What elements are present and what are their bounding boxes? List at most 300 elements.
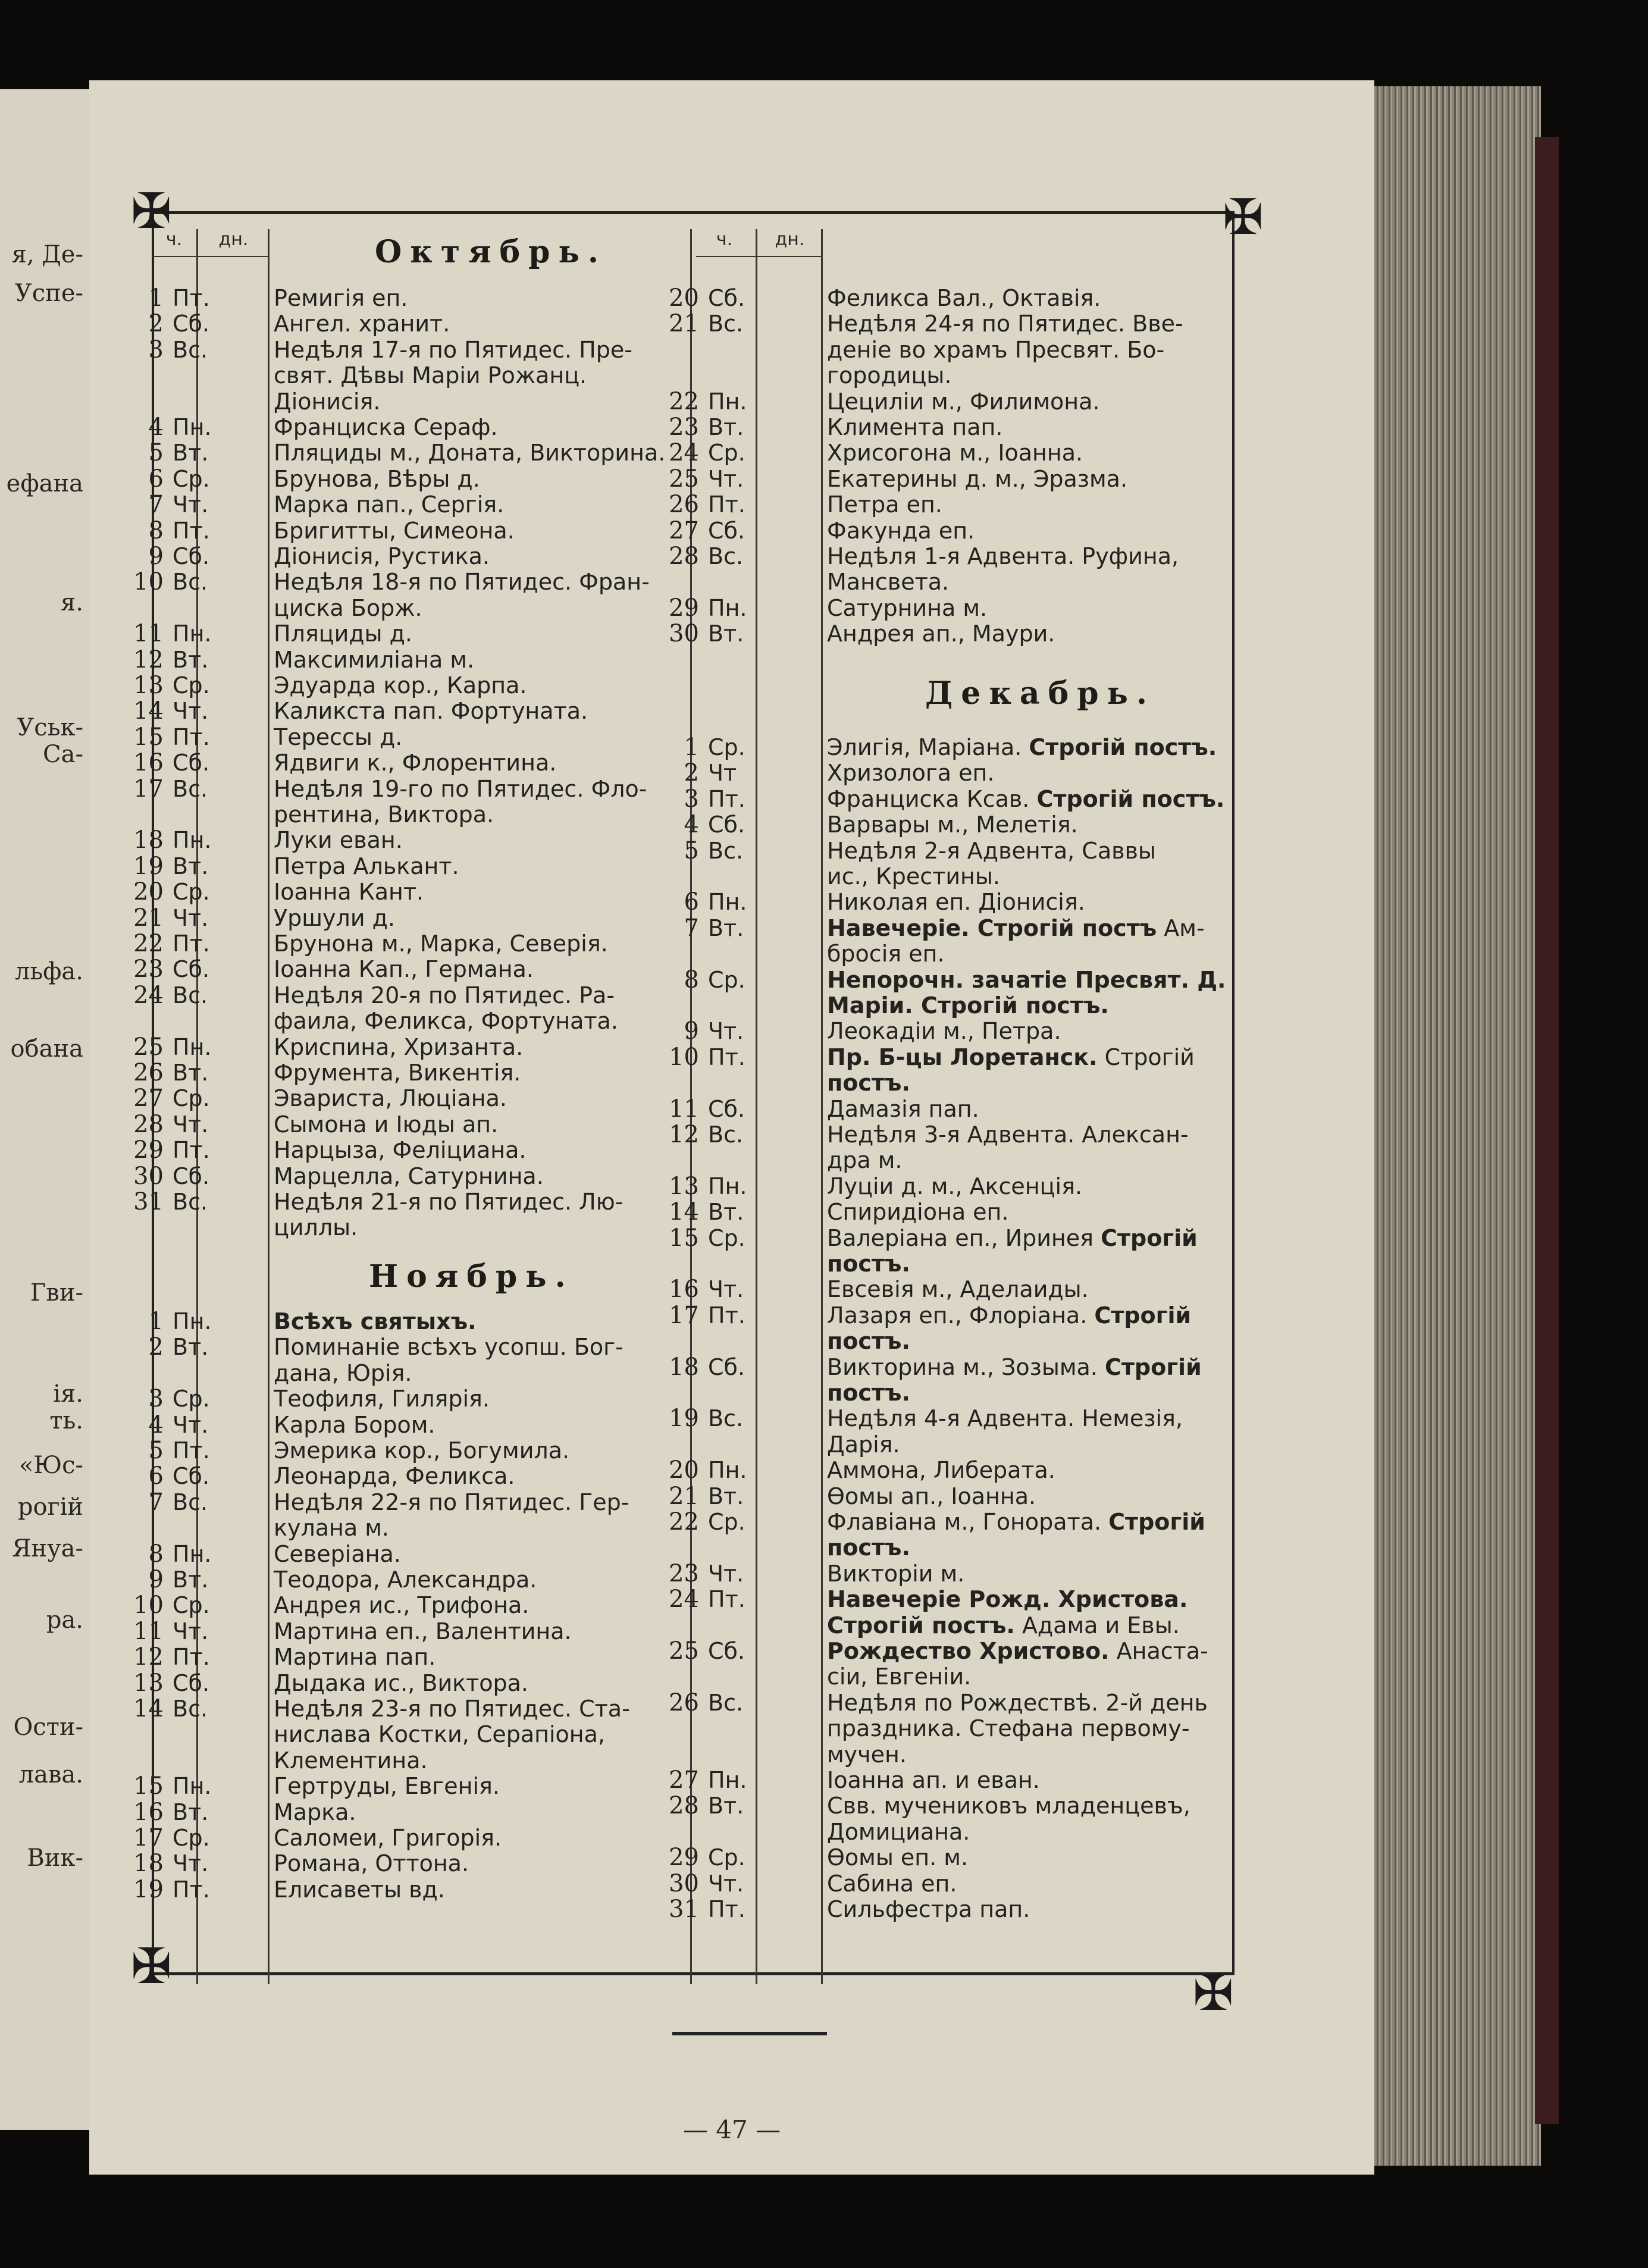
weekday: Пн. bbox=[708, 1173, 747, 1199]
saint-text-plain: Домициана. bbox=[827, 1818, 970, 1845]
day-number: 20 bbox=[133, 878, 164, 906]
saint-text bbox=[274, 1593, 529, 1618]
day-number: 19 bbox=[133, 1875, 164, 1903]
saint-text-plain: Дамазія пап. bbox=[827, 1095, 979, 1122]
weekday: Вт. bbox=[708, 414, 744, 440]
saint-text-plain: Свв. мучениковъ младенцевъ, bbox=[827, 1793, 1190, 1819]
saint-text bbox=[827, 1793, 1190, 1818]
saint-text bbox=[827, 569, 949, 594]
weekday: Вт. bbox=[173, 1334, 209, 1361]
day-number: 6 bbox=[148, 1462, 164, 1490]
saint-text bbox=[274, 776, 647, 801]
day-number: 16 bbox=[133, 749, 164, 777]
weekday: Вс. bbox=[173, 775, 208, 802]
saint-text bbox=[827, 735, 1217, 760]
day-number: 22 bbox=[669, 1508, 699, 1536]
saint-text bbox=[274, 311, 450, 336]
weekday: Пн. bbox=[173, 414, 212, 440]
facing-page-text: Януа- bbox=[12, 1535, 83, 1562]
saint-text bbox=[274, 1112, 498, 1137]
day-number: 10 bbox=[133, 568, 164, 596]
weekday: Чт. bbox=[173, 1618, 209, 1644]
weekday: Чт. bbox=[173, 904, 209, 931]
saint-text bbox=[827, 1690, 1208, 1715]
day-number: 3 bbox=[148, 336, 164, 364]
day-number: 1 bbox=[684, 734, 699, 761]
weekday: Пн. bbox=[708, 594, 747, 621]
facing-page-text: ія. bbox=[53, 1380, 83, 1408]
saint-text-plain: Луки еван. bbox=[274, 827, 403, 854]
day-number: 1 bbox=[148, 284, 164, 312]
saint-text bbox=[827, 1819, 970, 1844]
saint-text bbox=[827, 466, 1127, 491]
saint-text bbox=[827, 1432, 900, 1457]
saint-text bbox=[274, 931, 608, 956]
day-number: 13 bbox=[133, 672, 164, 699]
saint-text-plain: праздника. Стефана первому- bbox=[827, 1715, 1190, 1742]
saint-text bbox=[827, 1742, 907, 1767]
saint-text bbox=[274, 802, 494, 827]
day-number: 7 bbox=[148, 1488, 164, 1516]
saint-text-plain: Теодора, Александра. bbox=[274, 1567, 537, 1593]
day-number: 23 bbox=[669, 413, 699, 441]
book-cover-edge bbox=[1535, 137, 1559, 2124]
saint-text-plain: бросія еп. bbox=[827, 941, 945, 967]
saint-text-plain: Франциска Сераф. bbox=[274, 414, 498, 440]
facing-page-text: ра. bbox=[46, 1606, 83, 1634]
weekday: Сб. bbox=[708, 1095, 745, 1122]
weekday: Ср. bbox=[708, 966, 745, 993]
saint-text bbox=[827, 1845, 968, 1870]
saint-text-plain: дра м. bbox=[827, 1147, 903, 1174]
saint-text bbox=[827, 812, 1078, 837]
saint-text bbox=[827, 1303, 1191, 1328]
saint-text-plain: Климента пап. bbox=[827, 414, 1003, 440]
corner-ornament-icon: ✠ bbox=[1223, 189, 1264, 246]
fast-note: постъ. bbox=[827, 1251, 910, 1277]
fast-note: Строгій bbox=[1101, 1224, 1198, 1251]
saint-text bbox=[827, 518, 975, 543]
saint-text-plain: Теофиля, Гилярія. bbox=[274, 1386, 490, 1412]
fast-note: Строгій bbox=[1104, 1354, 1202, 1380]
saint-text-plain: кулана м. bbox=[274, 1515, 389, 1542]
saint-text-plain: Варвары м., Мелетія. bbox=[827, 812, 1078, 838]
saint-text bbox=[274, 1644, 436, 1669]
saint-text bbox=[274, 1619, 572, 1644]
weekday: Пт. bbox=[173, 1137, 210, 1164]
facing-page-text: Уськ- bbox=[17, 714, 83, 741]
day-number: 20 bbox=[669, 1456, 699, 1484]
weekday: Чт. bbox=[708, 1018, 744, 1045]
day-number: 30 bbox=[669, 1869, 699, 1897]
day-number: 2 bbox=[684, 759, 699, 787]
weekday: Вт. bbox=[708, 1793, 744, 1819]
saint-text-plain: Дарія. bbox=[827, 1431, 900, 1458]
book-page-edges bbox=[1362, 86, 1541, 2166]
saint-text bbox=[274, 415, 498, 440]
weekday: Вс. bbox=[708, 543, 744, 569]
saint-text bbox=[827, 1226, 1198, 1251]
day-number: 18 bbox=[669, 1353, 699, 1381]
saint-text bbox=[827, 1897, 1030, 1922]
saint-text-plain: Ремигія еп. bbox=[274, 285, 408, 311]
saint-text-plain: Лазаря еп., Флоріана. bbox=[827, 1302, 1095, 1329]
day-number: 12 bbox=[133, 646, 164, 673]
facing-page-edge bbox=[0, 89, 96, 2130]
weekday: Сб. bbox=[173, 750, 210, 776]
day-number: 4 bbox=[684, 811, 699, 839]
day-number: 14 bbox=[669, 1198, 699, 1226]
weekday: Пн. bbox=[708, 1767, 747, 1793]
bottom-rule bbox=[672, 2032, 827, 2035]
saint-text bbox=[827, 760, 994, 785]
saint-text bbox=[827, 1380, 910, 1405]
day-number: 29 bbox=[133, 1136, 164, 1164]
saint-text-plain: Аммона, Либерата. bbox=[827, 1457, 1055, 1484]
saint-text-plain: Уршули д. bbox=[274, 904, 395, 931]
weekday: Сб. bbox=[708, 285, 745, 311]
saint-text-plain: Іоанна Кап., Германа. bbox=[274, 956, 534, 983]
saint-text-plain: Ядвиги к., Флорентина. bbox=[274, 750, 557, 776]
saint-text bbox=[274, 1542, 401, 1567]
saint-text-plain: Петра еп. bbox=[827, 491, 942, 518]
saint-text bbox=[274, 1035, 523, 1060]
fast-note: Пр. Б-цы Лоретанск. bbox=[827, 1044, 1098, 1070]
saint-text-plain: Недѣля 24-я по Пятидес. Вве- bbox=[827, 311, 1183, 337]
saint-text bbox=[827, 1019, 1061, 1044]
saint-text bbox=[827, 1613, 1180, 1638]
saint-text bbox=[274, 1567, 537, 1592]
saint-text-plain: Бригитты, Симеона. bbox=[274, 517, 515, 544]
weekday: Вс. bbox=[173, 1489, 208, 1515]
saint-text bbox=[274, 363, 587, 388]
saint-text bbox=[827, 1561, 964, 1586]
saint-text bbox=[827, 967, 1226, 992]
saint-text-plain: Недѣля 23-я по Пятидес. Ста- bbox=[274, 1696, 630, 1722]
saint-text bbox=[274, 983, 615, 1008]
fast-note: Строгій bbox=[1108, 1509, 1205, 1535]
saint-text-plain: Марка пап., Сергія. bbox=[274, 491, 505, 518]
day-number: 15 bbox=[133, 723, 164, 751]
day-number: 4 bbox=[148, 1411, 164, 1439]
column-rule bbox=[268, 229, 270, 1984]
saint-text bbox=[274, 957, 534, 982]
saint-text bbox=[274, 1851, 469, 1876]
saint-text-plain: Адама и Евы. bbox=[1014, 1612, 1180, 1639]
facing-page-text: Гви- bbox=[30, 1279, 83, 1307]
weekday: Сб. bbox=[173, 311, 210, 337]
weekday: Пт. bbox=[708, 1586, 745, 1613]
saint-text bbox=[827, 596, 987, 621]
saint-text bbox=[827, 1045, 1195, 1070]
saint-text-plain: Хризолога еп. bbox=[827, 760, 995, 787]
day-number: 26 bbox=[669, 491, 699, 519]
saint-text-plain: фаила, Феликса, Фортуната. bbox=[274, 1008, 618, 1035]
facing-page-text: льфа. bbox=[14, 958, 83, 985]
weekday: Чт. bbox=[708, 465, 744, 492]
weekday: Вс. bbox=[708, 311, 744, 337]
day-number: 24 bbox=[669, 1586, 699, 1614]
day-number: 14 bbox=[133, 697, 164, 725]
weekday: Чт. bbox=[173, 698, 209, 725]
saint-text bbox=[827, 1587, 1188, 1612]
saint-text-plain: циллы. bbox=[274, 1214, 358, 1241]
day-number: 3 bbox=[148, 1385, 164, 1413]
fast-note: Маріи. Строгій постъ. bbox=[827, 992, 1109, 1019]
saint-text bbox=[274, 750, 556, 775]
day-number: 6 bbox=[684, 888, 699, 916]
saint-text bbox=[827, 993, 1109, 1018]
saint-text bbox=[827, 889, 1085, 914]
saint-text-plain: Сымона и Іюды ап. bbox=[274, 1111, 499, 1138]
saint-text bbox=[274, 1189, 623, 1214]
day-number: 25 bbox=[133, 1033, 164, 1061]
saint-text bbox=[274, 906, 395, 931]
saint-text-plain: Всѣхъ святыхъ. bbox=[274, 1308, 477, 1335]
saint-text bbox=[827, 1871, 957, 1896]
saint-text bbox=[827, 389, 1100, 414]
day-number: 14 bbox=[133, 1695, 164, 1722]
saint-text bbox=[827, 1251, 910, 1276]
weekday: Ср. bbox=[708, 734, 745, 760]
weekday: Ср. bbox=[173, 465, 210, 492]
weekday: Пт. bbox=[173, 1876, 210, 1903]
fast-note: Строгій постъ. bbox=[1029, 734, 1217, 760]
saint-text bbox=[827, 1716, 1190, 1741]
saint-text-plain: Леонарда, Феликса. bbox=[274, 1463, 515, 1490]
saint-text bbox=[827, 1535, 910, 1560]
saint-text-plain: Нарцыза, Феліциана. bbox=[274, 1137, 527, 1164]
corner-ornament-icon: ✠ bbox=[1193, 1965, 1234, 2022]
saint-text-plain: Недѣля 20-я по Пятидес. Ра- bbox=[274, 982, 615, 1008]
saint-text bbox=[827, 1199, 1008, 1224]
saint-text bbox=[274, 725, 402, 750]
saint-text-plain: Сатурнина м. bbox=[827, 594, 988, 621]
header-day: дн. bbox=[218, 229, 249, 250]
day-number: 25 bbox=[669, 465, 699, 493]
saint-text-plain: Брунона м., Марка, Северія. bbox=[274, 931, 608, 957]
saint-text bbox=[274, 828, 403, 853]
month-title-december: Декабрь. bbox=[925, 675, 1156, 712]
saint-text bbox=[274, 1386, 490, 1411]
weekday: Пт. bbox=[173, 1644, 210, 1671]
weekday: Пт. bbox=[173, 1437, 210, 1464]
saint-text bbox=[827, 1639, 1208, 1664]
day-number: 27 bbox=[669, 1766, 699, 1794]
saint-text-plain: Элигія, Маріана. bbox=[827, 734, 1029, 760]
weekday: Вс. bbox=[173, 1696, 208, 1722]
saint-text-plain: Недѣля 4-я Адвента. Немезія, bbox=[827, 1405, 1183, 1432]
saint-text-plain: Сабина еп. bbox=[827, 1870, 957, 1897]
saint-text bbox=[827, 1509, 1205, 1534]
month-title-november: Ноябрь. bbox=[369, 1258, 574, 1295]
saint-text-plain: Эдуарда кор., Карпа. bbox=[274, 672, 527, 698]
saint-text bbox=[827, 311, 1183, 336]
header-rule bbox=[696, 256, 821, 257]
saint-text-plain: Валеріана еп., Иринея bbox=[827, 1224, 1101, 1251]
saint-text bbox=[274, 492, 504, 517]
weekday: Сб. bbox=[173, 1669, 210, 1696]
day-number: 29 bbox=[669, 1844, 699, 1872]
day-number: 27 bbox=[133, 1085, 164, 1113]
day-number: 8 bbox=[684, 966, 699, 994]
saint-text bbox=[827, 544, 1179, 569]
saint-text bbox=[827, 415, 1002, 440]
weekday: Ср. bbox=[173, 1825, 210, 1851]
saint-text-plain: Северіана. bbox=[274, 1540, 401, 1567]
saint-text bbox=[827, 1148, 903, 1173]
weekday: Сб. bbox=[708, 812, 745, 838]
weekday: Пт. bbox=[708, 1044, 745, 1070]
saint-text-plain: Фрументa, Викентія. bbox=[274, 1060, 521, 1086]
day-number: 13 bbox=[669, 1172, 699, 1200]
saint-text-plain: Клементина. bbox=[274, 1747, 428, 1774]
saint-text bbox=[274, 1086, 507, 1111]
saint-text-plain: Саломеи, Григорія. bbox=[274, 1825, 502, 1851]
weekday: Вс. bbox=[173, 569, 208, 596]
saint-text-plain: Анаста- bbox=[1109, 1638, 1208, 1664]
calendar-page bbox=[89, 80, 1374, 2175]
weekday: Вт. bbox=[173, 1060, 209, 1086]
weekday: Пт. bbox=[173, 723, 210, 750]
weekday: Пт. bbox=[708, 1896, 745, 1922]
saint-text-plain: Романа, Оттона. bbox=[274, 1850, 469, 1877]
day-number: 30 bbox=[133, 1162, 164, 1190]
weekday: Ср. bbox=[708, 440, 745, 466]
day-number: 5 bbox=[148, 1437, 164, 1464]
weekday: Пн. bbox=[173, 1773, 212, 1800]
day-number: 18 bbox=[133, 826, 164, 854]
page-number: — 47 — bbox=[682, 2115, 781, 2144]
saint-text bbox=[827, 864, 1000, 889]
saint-text bbox=[827, 492, 942, 517]
saint-text-plain: Феликса Вал., Октавія. bbox=[827, 285, 1101, 311]
saint-text bbox=[274, 544, 490, 569]
saint-text-plain: Ангел. хранит. bbox=[274, 311, 450, 337]
saint-text-plain: Дыдака ис., Виктора. bbox=[274, 1669, 528, 1696]
saint-text-plain: Андрея ап., Маури. bbox=[827, 621, 1055, 647]
saint-text-plain: Карла Бором. bbox=[274, 1411, 436, 1438]
day-number: 7 bbox=[684, 914, 699, 942]
day-number: 20 bbox=[669, 284, 699, 312]
weekday: Ср. bbox=[708, 1509, 745, 1535]
weekday: Вс. bbox=[173, 1189, 208, 1215]
saint-text-plain: Николая еп. Діонисія. bbox=[827, 889, 1085, 916]
saint-text-plain: Терессы д. bbox=[274, 723, 403, 750]
saint-text-plain: Петра Алькант. bbox=[274, 853, 459, 879]
saint-text-plain: рентина, Виктора. bbox=[274, 801, 494, 828]
saint-text-plain: Гертруды, Евгенія. bbox=[274, 1773, 500, 1800]
weekday: Чт. bbox=[708, 1560, 744, 1587]
saint-text-plain: мучен. bbox=[827, 1741, 907, 1768]
saint-text-plain: Андрея ис., Трифона. bbox=[274, 1592, 530, 1619]
saint-text-plain: Франциска Ксав. bbox=[827, 785, 1037, 812]
saint-text bbox=[274, 1164, 544, 1189]
saint-text bbox=[274, 596, 422, 621]
day-number: 27 bbox=[669, 516, 699, 544]
weekday: Сб. bbox=[173, 1163, 210, 1189]
saint-text bbox=[827, 1122, 1189, 1147]
day-number: 9 bbox=[684, 1017, 699, 1045]
weekday: Ср. bbox=[173, 1592, 210, 1619]
day-number: 10 bbox=[669, 1043, 699, 1071]
weekday: Вт. bbox=[173, 646, 209, 673]
day-number: 15 bbox=[669, 1224, 699, 1252]
saint-text bbox=[827, 787, 1224, 812]
day-number: 12 bbox=[133, 1643, 164, 1671]
saint-text-plain: ис., Крестины. bbox=[827, 863, 1000, 889]
day-number: 16 bbox=[133, 1798, 164, 1826]
day-number: 1 bbox=[148, 1308, 164, 1335]
weekday: Вт. bbox=[708, 914, 744, 941]
saint-text bbox=[274, 1748, 428, 1773]
saint-text-plain: Строгій bbox=[1097, 1044, 1195, 1070]
column-rule bbox=[821, 229, 823, 1984]
weekday: Сб. bbox=[173, 543, 210, 569]
weekday: Пн. bbox=[708, 889, 747, 916]
weekday: Ср. bbox=[173, 1085, 210, 1112]
saint-text-plain: Діонисія, Рустика. bbox=[274, 543, 490, 569]
saint-text-plain: нислава Костки, Серапіона, bbox=[274, 1721, 606, 1748]
corner-ornament-icon: ✠ bbox=[131, 183, 172, 240]
saint-text bbox=[827, 1277, 1089, 1302]
saint-text bbox=[827, 1070, 910, 1095]
saint-text-plain: циска Борж. bbox=[274, 594, 422, 621]
day-number: 6 bbox=[148, 465, 164, 493]
day-number: 21 bbox=[133, 904, 164, 932]
saint-text-plain: Сильфестра пап. bbox=[827, 1896, 1030, 1922]
fast-note: постъ. bbox=[827, 1380, 910, 1406]
facing-page-text: рогій bbox=[17, 1493, 83, 1521]
saint-text-plain: Максимиліана м. bbox=[274, 646, 475, 673]
saint-text-plain: Викторіи м. bbox=[827, 1560, 965, 1587]
saint-text-plain: Эвариста, Люціана. bbox=[274, 1085, 507, 1112]
saint-text-plain: Іоанна Кант. bbox=[274, 879, 424, 906]
weekday: Чт. bbox=[708, 1276, 744, 1303]
day-number: 21 bbox=[669, 1482, 699, 1510]
day-number: 23 bbox=[669, 1559, 699, 1587]
weekday: Пн. bbox=[173, 621, 212, 647]
header-number: ч. bbox=[165, 229, 183, 250]
day-number: 5 bbox=[148, 439, 164, 467]
month-title-october: Октябрь. bbox=[375, 234, 607, 270]
day-number: 2 bbox=[148, 310, 164, 338]
saint-text bbox=[274, 286, 408, 311]
saint-text bbox=[274, 1774, 500, 1799]
saint-text-plain: Өомы ап., Іоанна. bbox=[827, 1483, 1036, 1509]
day-number: 17 bbox=[669, 1301, 699, 1329]
weekday: Пт. bbox=[708, 785, 745, 812]
day-number: 26 bbox=[669, 1689, 699, 1716]
saint-text-plain: Екатерины д. м., Эразма. bbox=[827, 465, 1128, 492]
facing-page-text: я. bbox=[61, 589, 83, 616]
saint-text bbox=[274, 389, 380, 414]
weekday: Вт. bbox=[173, 853, 209, 879]
saint-text bbox=[827, 337, 1164, 362]
saint-text-plain: Пляциды м., Доната, Викторина. bbox=[274, 440, 666, 466]
saint-text bbox=[274, 518, 515, 543]
weekday: Чт bbox=[708, 760, 737, 787]
saint-text bbox=[274, 1412, 435, 1437]
day-number: 25 bbox=[669, 1637, 699, 1665]
weekday: Чт. bbox=[173, 1411, 209, 1438]
facing-page-text: ефана bbox=[6, 470, 83, 497]
saint-text bbox=[274, 1722, 605, 1747]
facing-page-text: лава. bbox=[18, 1761, 83, 1788]
day-number: 13 bbox=[133, 1669, 164, 1697]
saint-text bbox=[274, 1464, 515, 1489]
saint-text bbox=[827, 1458, 1055, 1483]
